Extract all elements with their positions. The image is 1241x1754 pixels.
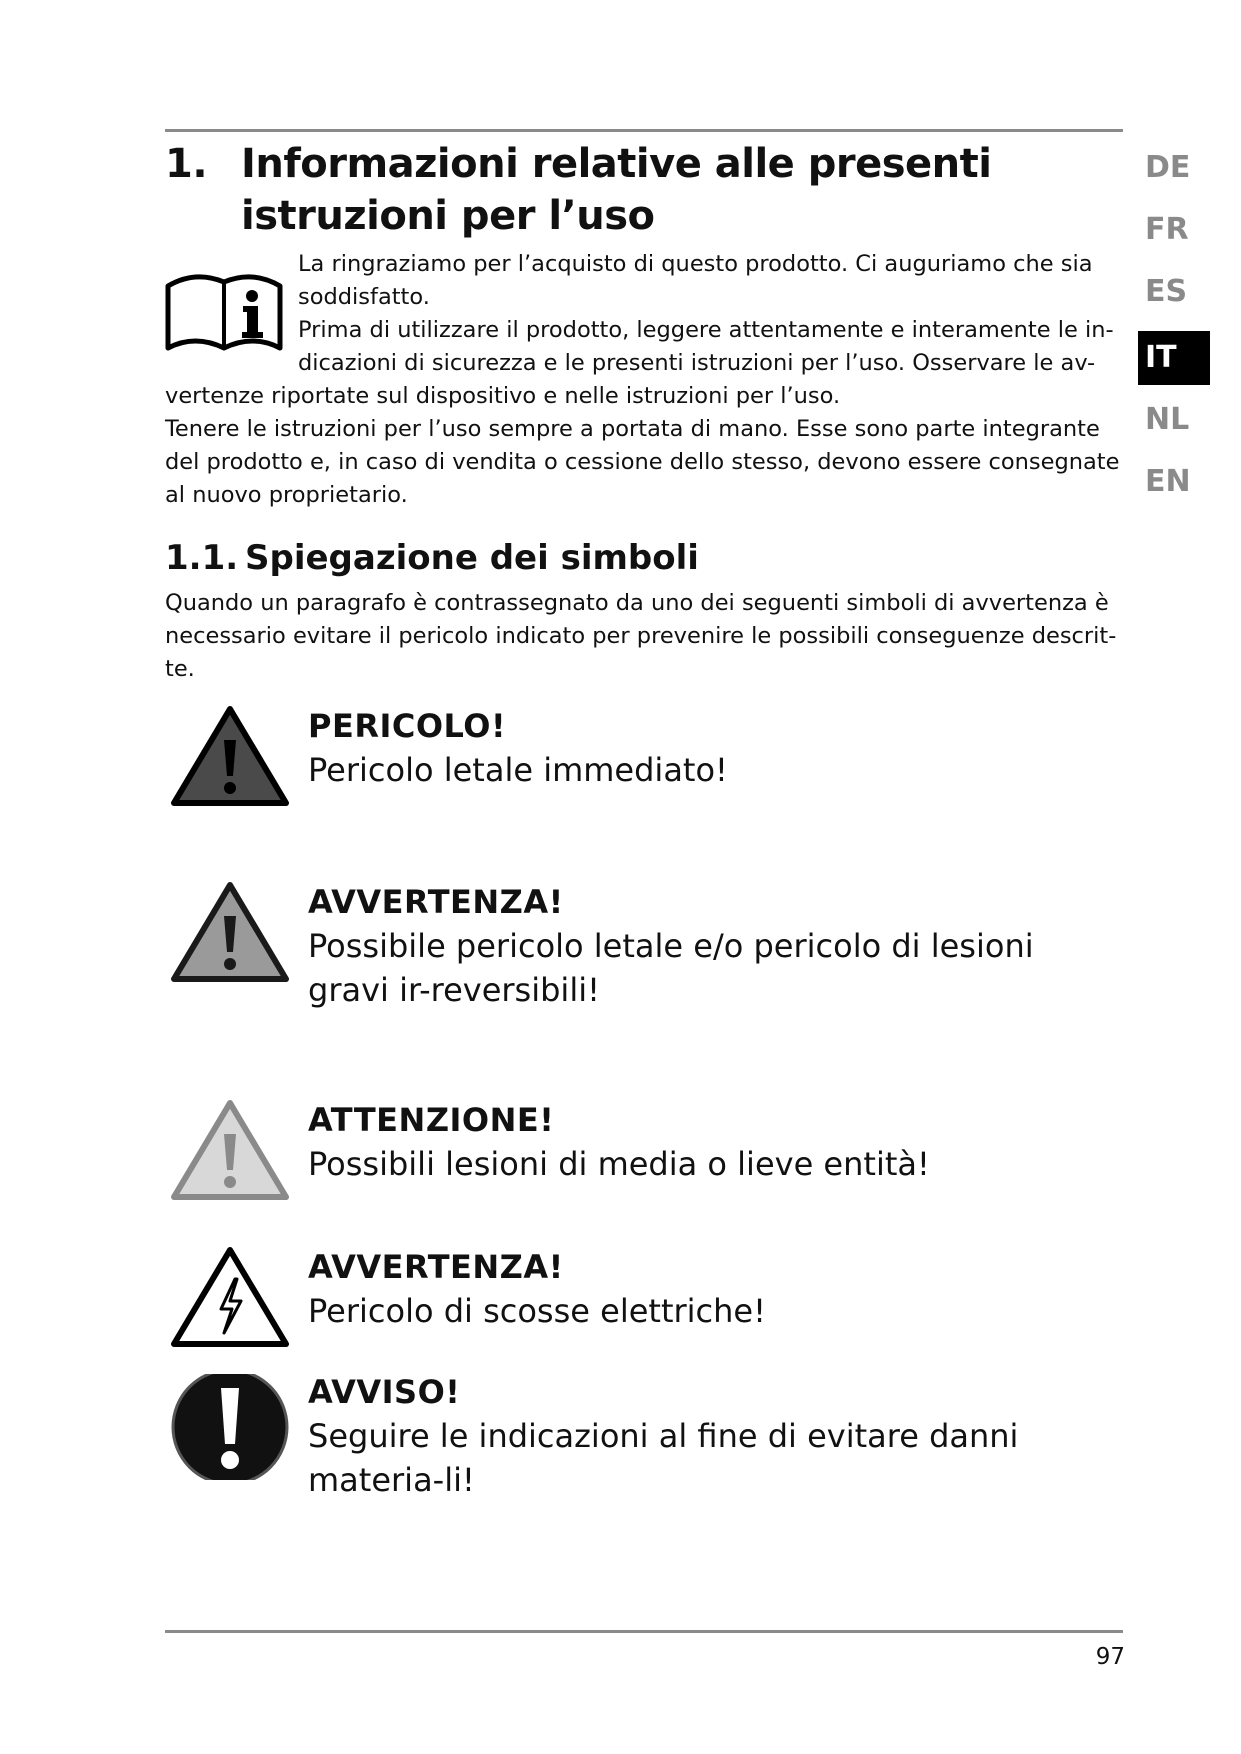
intro-line: Prima di utilizzare il prodotto, leggere attentamente e interamente le in-: [298, 317, 1114, 343]
language-tab-de[interactable]: DE: [1145, 150, 1191, 185]
symbol-description: Pericolo di scosse elettriche!: [308, 1292, 766, 1330]
intro-line: dicazioni di sicurezza e le presenti istruzioni per l’uso. Osservare le av-: [298, 350, 1096, 376]
symbol-label: AVVERTENZA!: [308, 1248, 564, 1286]
language-tab-nl[interactable]: NL: [1145, 402, 1190, 437]
intro-paragraph-2: Tenere le istruzioni per l’uso sempre a portata di mano. Esse sono parte integrante del prodotto e, in caso di vendita o cessione dello stesso, devono essere consegnate al nuovo proprietario.: [165, 416, 1120, 508]
electric-shock-icon: [169, 1245, 291, 1351]
symbol-description: Possibile pericolo letale e/o pericolo di lesioni gravi ir-reversibili!: [308, 927, 1034, 1009]
section-title-line2: istruzioni per l’uso: [241, 193, 655, 239]
symbols-intro: Quando un paragrafo è contrassegnato da uno dei seguenti simboli di avvertenza è necessario evitare il pericolo indicato per prevenire le possibili conseguenze descrit-te.: [165, 590, 1117, 682]
top-rule: [165, 129, 1123, 132]
section-number: 1.: [165, 141, 208, 187]
symbol-label: ATTENZIONE!: [308, 1101, 555, 1139]
section-title-line1: Informazioni relative alle presenti: [241, 141, 992, 187]
intro-text: [165, 248, 1125, 512]
language-tab-en[interactable]: EN: [1145, 464, 1191, 499]
caution-triangle-icon: [169, 1098, 291, 1204]
warning-triangle-icon: [169, 880, 291, 986]
symbol-description: Seguire le indicazioni al fine di evitare danni materia-li!: [308, 1417, 1019, 1499]
subsection-title: [165, 536, 699, 580]
page-title: [165, 138, 991, 242]
symbol-label: AVVERTENZA!: [308, 883, 564, 921]
subsection-number: 1.1.: [165, 538, 239, 578]
bottom-rule: [165, 1630, 1123, 1633]
intro-line: La ringraziamo per l’acquisto di questo prodotto. Ci auguriamo che sia: [298, 251, 1093, 277]
language-tab-it[interactable]: IT: [1138, 331, 1210, 385]
notice-circle-icon: [169, 1374, 291, 1480]
intro-line: soddisfatto.: [298, 284, 430, 310]
language-tab-fr[interactable]: FR: [1145, 212, 1189, 247]
intro-line: vertenze riportate sul dispositivo e nelle istruzioni per l’uso.: [165, 383, 841, 409]
symbol-label: PERICOLO!: [308, 707, 507, 745]
symbol-description: Pericolo letale immediato!: [308, 751, 728, 789]
language-tab-es[interactable]: ES: [1145, 274, 1188, 309]
symbol-label: AVVISO!: [308, 1373, 461, 1411]
subsection-title-text: Spiegazione dei simboli: [245, 538, 699, 578]
symbol-description: Possibili lesioni di media o lieve entità!: [308, 1145, 930, 1183]
page-number: 97: [1095, 1644, 1125, 1670]
danger-triangle-icon: [169, 704, 291, 810]
